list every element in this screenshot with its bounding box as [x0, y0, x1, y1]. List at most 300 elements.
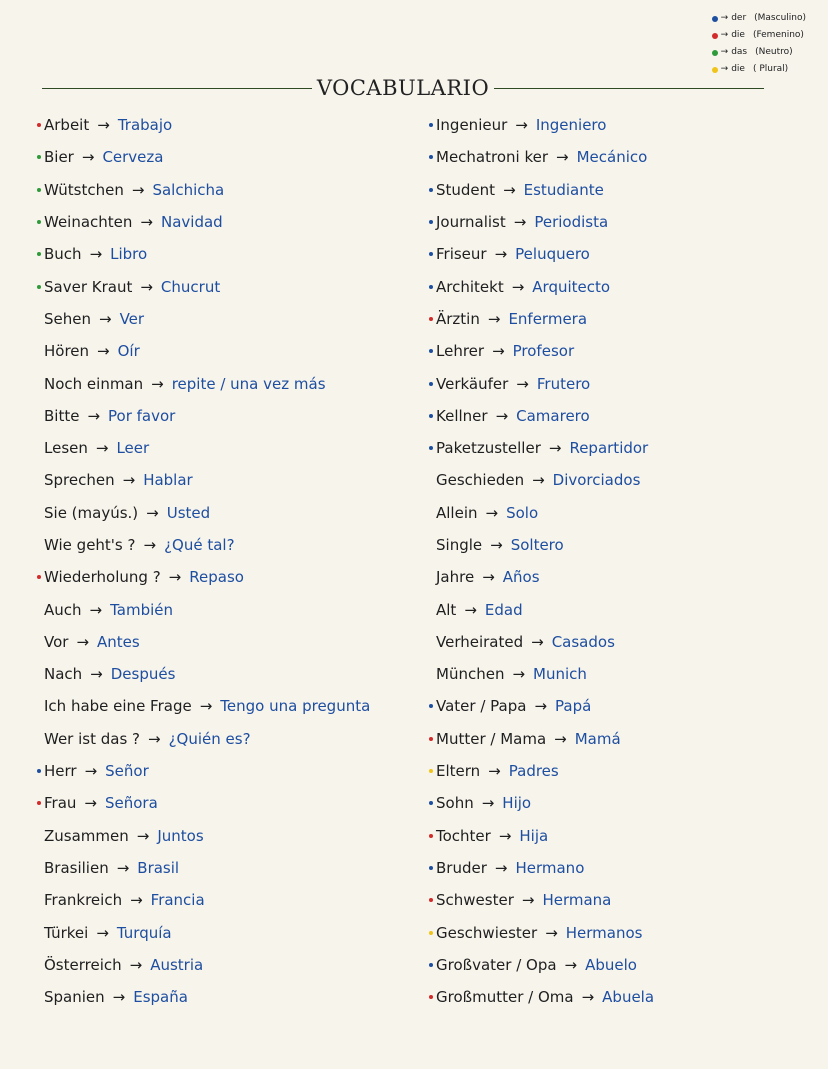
gender-dot-icon [429, 801, 433, 805]
arrow-icon: → [140, 277, 153, 296]
spanish-translation: Después [110, 665, 176, 684]
gender-bullet-icon [426, 317, 436, 321]
arrow-icon: → [143, 536, 157, 554]
german-word: Mechatroni ker [436, 148, 549, 167]
vocab-entry [34, 238, 414, 270]
arrow-icon: → [492, 342, 505, 361]
spanish-translation: Señora [104, 794, 158, 813]
arrow-icon: → [130, 891, 143, 910]
spanish-translation: repite / una vez más [171, 374, 326, 393]
spanish-translation: Papá [555, 697, 592, 716]
spanish-translation: Brasil [137, 858, 180, 877]
vocab-entry [426, 270, 816, 302]
german-word: Wer ist das ? [44, 729, 141, 748]
vocab-entry [426, 464, 816, 496]
arrow-icon: → [199, 697, 213, 716]
vocab-entry [34, 852, 414, 884]
arrow-icon: → [532, 471, 545, 490]
vocab-entry [426, 335, 816, 367]
vocab-column-left [34, 109, 414, 1013]
gender-dot-icon [37, 285, 41, 289]
german-word: Arbeit [44, 116, 90, 135]
vocab-entry [34, 303, 414, 335]
gender-dot-icon [429, 317, 433, 321]
spanish-translation: Peluquero [515, 245, 590, 264]
german-word: Architekt [436, 277, 504, 296]
gender-bullet-icon [426, 931, 436, 935]
arrow-icon: → [556, 148, 569, 167]
title-rule-right [494, 88, 764, 89]
arrow-icon: → [531, 632, 544, 651]
vocab-entry [426, 658, 816, 690]
gender-dot-icon [37, 769, 41, 773]
arrow-icon: → [545, 923, 558, 942]
gender-bullet-icon [34, 220, 44, 224]
german-word: Mutter / Mama [436, 729, 547, 748]
arrow-icon: → [96, 923, 109, 942]
spanish-translation: España [133, 988, 188, 1007]
german-word: Österreich [44, 955, 122, 974]
legend-article: der [731, 13, 747, 23]
gender-bullet-icon [34, 285, 44, 289]
spanish-translation: Años [502, 568, 540, 587]
gender-dot-icon [37, 220, 41, 224]
arrow-icon: → [140, 213, 153, 232]
german-word: Ärztin [436, 309, 480, 328]
vocab-entry [426, 529, 816, 561]
german-word: Single [436, 536, 483, 554]
gender-bullet-icon [34, 801, 44, 805]
gender-dot-icon [37, 188, 41, 192]
arrow-icon: → [131, 180, 145, 199]
german-word: Lehrer [436, 342, 485, 361]
gender-dot-icon [37, 575, 41, 579]
vocab-entry [426, 561, 816, 593]
gender-legend [712, 10, 806, 78]
spanish-translation: Ingeniero [535, 116, 607, 135]
german-word: Bruder [436, 858, 487, 877]
gender-bullet-icon [426, 252, 436, 256]
gender-bullet-icon [34, 575, 44, 579]
vocab-entry [34, 432, 414, 464]
vocab-entry [426, 109, 816, 141]
gender-dot-icon [429, 866, 433, 870]
spanish-translation: Trabajo [117, 116, 173, 135]
spanish-translation: Chucrut [160, 277, 221, 296]
gender-dot-icon [429, 123, 433, 127]
spanish-translation: Mecánico [576, 148, 648, 167]
legend-gender: (Femenino) [752, 30, 804, 40]
gender-dot-icon [429, 382, 433, 386]
german-word: Geschwiester [436, 923, 538, 942]
arrow-icon: → [81, 148, 95, 167]
vocab-entry [426, 690, 816, 722]
arrow-icon: → [151, 374, 164, 393]
german-word: Zusammen [44, 826, 129, 845]
vocab-entry [426, 174, 816, 206]
arrow-icon: → [511, 277, 525, 296]
arrow-icon: → [548, 439, 562, 458]
gender-bullet-icon [426, 446, 436, 450]
legend-arrow: → [720, 64, 729, 74]
spanish-translation: Soltero [510, 536, 564, 554]
page-title: VOCABULARIO [316, 76, 490, 100]
vocab-entry [34, 141, 414, 173]
spanish-translation: Antes [97, 632, 140, 651]
vocab-column-right [426, 109, 816, 1013]
vocab-entry [426, 787, 816, 819]
vocab-entry [34, 787, 414, 819]
vocab-entry [34, 270, 414, 302]
vocab-entry [34, 497, 414, 529]
vocab-entry [426, 916, 816, 948]
arrow-icon: → [513, 213, 527, 232]
german-word: München [436, 665, 505, 684]
vocab-entry [426, 852, 816, 884]
vocab-entry [34, 626, 414, 658]
arrow-icon: → [487, 309, 501, 328]
gender-dot-icon [37, 123, 41, 127]
spanish-translation: Divorciados [552, 471, 641, 490]
title-bar [42, 76, 764, 100]
vocab-entry [34, 561, 414, 593]
legend-color-dot-icon [712, 16, 718, 22]
gender-bullet-icon [34, 769, 44, 773]
german-word: Nach [44, 665, 83, 684]
german-word: Frankreich [44, 891, 123, 910]
german-word: Friseur [436, 245, 487, 264]
spanish-translation: Abuela [602, 988, 655, 1007]
arrow-icon: → [116, 858, 130, 877]
arrow-icon: → [515, 116, 528, 135]
arrow-icon: → [95, 439, 109, 458]
gender-dot-icon [429, 769, 433, 773]
vocab-entry [426, 400, 816, 432]
spanish-translation: Profesor [512, 342, 575, 361]
arrow-icon: → [148, 729, 161, 748]
spanish-translation: Casados [551, 632, 615, 651]
vocab-entry [34, 109, 414, 141]
vocab-entry [426, 206, 816, 238]
german-word: Geschieden [436, 471, 525, 490]
spanish-translation: Usted [166, 503, 211, 522]
german-word: Eltern [436, 762, 481, 781]
german-word: Weinachten [44, 213, 133, 232]
spanish-translation: Munich [533, 665, 587, 684]
arrow-icon: → [488, 762, 501, 781]
legend-article: das [731, 47, 748, 57]
gender-bullet-icon [426, 737, 436, 741]
arrow-icon: → [84, 762, 98, 781]
spanish-translation: Enfermera [508, 309, 588, 328]
gender-bullet-icon [426, 963, 436, 967]
vocab-entry [34, 820, 414, 852]
vocab-entry [34, 723, 414, 755]
legend-gender: (Masculino) [754, 13, 806, 23]
german-word: Bier [44, 148, 74, 167]
german-word: Student [436, 180, 496, 199]
spanish-translation: Cerveza [102, 148, 164, 167]
vocab-entry [426, 593, 816, 625]
gender-dot-icon [429, 252, 433, 256]
spanish-translation: Hermana [542, 891, 612, 910]
gender-bullet-icon [426, 801, 436, 805]
arrow-icon: → [90, 665, 103, 684]
legend-row [712, 27, 806, 44]
arrow-icon: → [97, 116, 110, 135]
vocab-entry [426, 497, 816, 529]
vocab-entry [34, 335, 414, 367]
vocab-entry [34, 916, 414, 948]
german-word: Großvater / Opa [436, 955, 557, 974]
spanish-translation: Edad [484, 600, 523, 619]
german-word: Wiederholung ? [44, 568, 161, 587]
spanish-translation: Arquitecto [532, 277, 611, 296]
spanish-translation: Tengo una pregunta [220, 697, 371, 716]
legend-color-dot-icon [712, 67, 718, 73]
spanish-translation: Hablar [143, 471, 193, 490]
arrow-icon: → [97, 342, 110, 361]
vocab-entry [34, 367, 414, 399]
gender-dot-icon [429, 995, 433, 999]
arrow-icon: → [99, 309, 112, 328]
gender-bullet-icon [426, 220, 436, 224]
gender-dot-icon [429, 349, 433, 353]
vocab-entry [426, 755, 816, 787]
arrow-icon: → [581, 988, 595, 1007]
vocab-entry [34, 400, 414, 432]
gender-dot-icon [37, 801, 41, 805]
spanish-translation: Austria [150, 955, 204, 974]
arrow-icon: → [87, 406, 101, 425]
gender-dot-icon [429, 188, 433, 192]
german-word: Wie geht's ? [44, 536, 136, 554]
legend-row [712, 10, 806, 27]
gender-dot-icon [429, 285, 433, 289]
spanish-translation: Juntos [157, 826, 204, 845]
vocab-entry [34, 174, 414, 206]
spanish-translation: Por favor [108, 406, 176, 425]
legend-row [712, 44, 806, 61]
spanish-translation: Abuelo [585, 955, 637, 974]
gender-bullet-icon [426, 123, 436, 127]
vocab-entry [34, 206, 414, 238]
vocab-entry [34, 981, 414, 1013]
german-word: Alt [436, 600, 457, 619]
legend-article: die [731, 64, 745, 74]
gender-bullet-icon [426, 188, 436, 192]
spanish-translation: Leer [116, 439, 150, 458]
vocab-entry [426, 820, 816, 852]
arrow-icon: → [136, 826, 150, 845]
arrow-icon: → [464, 600, 477, 619]
vocab-entry [34, 593, 414, 625]
german-word: Saver Kraut [44, 277, 133, 296]
arrow-icon: → [564, 955, 578, 974]
spanish-translation: Solo [506, 503, 539, 522]
gender-dot-icon [429, 414, 433, 418]
spanish-translation: Libro [110, 245, 148, 264]
vocab-entry [426, 626, 816, 658]
gender-bullet-icon [34, 155, 44, 159]
arrow-icon: → [89, 245, 103, 264]
arrow-icon: → [89, 600, 103, 619]
spanish-translation: Hermanos [565, 923, 643, 942]
arrow-icon: → [512, 665, 526, 684]
gender-dot-icon [37, 155, 41, 159]
arrow-icon: → [554, 729, 567, 748]
legend-color-dot-icon [712, 33, 718, 39]
arrow-icon: → [494, 858, 508, 877]
gender-dot-icon [429, 834, 433, 838]
german-word: Verheirated [436, 632, 524, 651]
german-word: Wütstchen [44, 180, 124, 199]
gender-bullet-icon [34, 252, 44, 256]
arrow-icon: → [516, 374, 529, 393]
german-word: Ingenieur [436, 116, 508, 135]
spanish-translation: Padres [508, 762, 559, 781]
german-word: Lesen [44, 439, 88, 458]
spanish-translation: Repartidor [569, 439, 649, 458]
gender-bullet-icon [426, 414, 436, 418]
vocab-entry [426, 238, 816, 270]
spanish-translation: Ver [119, 309, 145, 328]
spanish-translation: Repaso [189, 568, 244, 587]
vocab-entry [426, 303, 816, 335]
german-word: Hören [44, 342, 90, 361]
gender-dot-icon [429, 737, 433, 741]
german-word: Schwester [436, 891, 514, 910]
spanish-translation: Camarero [516, 406, 590, 425]
spanish-translation: Estudiante [523, 180, 604, 199]
german-word: Brasilien [44, 858, 109, 877]
vocab-entry [34, 949, 414, 981]
legend-arrow: → [720, 30, 729, 40]
arrow-icon: → [122, 471, 136, 490]
arrow-icon: → [482, 568, 495, 587]
german-word: Allein [436, 503, 478, 522]
spanish-translation: Hermano [515, 858, 585, 877]
spanish-translation: Periodista [534, 213, 609, 232]
arrow-icon: → [498, 826, 512, 845]
german-word: Tochter [436, 826, 491, 845]
gender-bullet-icon [34, 188, 44, 192]
arrow-icon: → [485, 503, 499, 522]
arrow-icon: → [129, 955, 143, 974]
german-word: Verkäufer [436, 374, 509, 393]
legend-color-dot-icon [712, 50, 718, 56]
arrow-icon: → [112, 988, 126, 1007]
gender-dot-icon [37, 252, 41, 256]
spanish-translation: Señor [105, 762, 149, 781]
vocab-entry [34, 690, 414, 722]
arrow-icon: → [490, 536, 503, 554]
gender-bullet-icon [426, 834, 436, 838]
gender-bullet-icon [426, 995, 436, 999]
arrow-icon: → [146, 503, 159, 522]
spanish-translation: Hija [519, 826, 549, 845]
german-word: Noch einman [44, 374, 144, 393]
arrow-icon: → [503, 180, 516, 199]
spanish-translation: Oír [117, 342, 140, 361]
arrow-icon: → [494, 245, 508, 264]
vocab-entry [34, 464, 414, 496]
german-word: Vor [44, 632, 69, 651]
vocab-entry [426, 723, 816, 755]
arrow-icon: → [534, 697, 548, 716]
german-word: Sie (mayús.) [44, 503, 139, 522]
gender-dot-icon [429, 220, 433, 224]
gender-bullet-icon [426, 382, 436, 386]
arrow-icon: → [521, 891, 535, 910]
legend-gender: (Neutro) [755, 47, 793, 57]
german-word: Frau [44, 794, 77, 813]
spanish-translation: Hijo [502, 794, 532, 813]
legend-article: die [731, 30, 745, 40]
vocab-entry [426, 981, 816, 1013]
vocab-entry [426, 884, 816, 916]
gender-bullet-icon [426, 866, 436, 870]
spanish-translation: También [110, 600, 174, 619]
german-word: Großmutter / Oma [436, 988, 574, 1007]
gender-dot-icon [429, 963, 433, 967]
legend-arrow: → [720, 13, 729, 23]
gender-dot-icon [429, 898, 433, 902]
vocab-entry [34, 529, 414, 561]
gender-bullet-icon [426, 285, 436, 289]
gender-bullet-icon [426, 704, 436, 708]
gender-dot-icon [429, 446, 433, 450]
gender-bullet-icon [426, 349, 436, 353]
gender-dot-icon [429, 155, 433, 159]
german-word: Vater / Papa [436, 697, 527, 716]
arrow-icon: → [76, 632, 90, 651]
spanish-translation: Francia [150, 891, 205, 910]
legend-gender: ( Plural) [752, 64, 789, 74]
arrow-icon: → [481, 794, 495, 813]
spanish-translation: Turquía [116, 923, 172, 942]
german-word: Sehen [44, 309, 91, 328]
german-word: Journalist [436, 213, 506, 232]
spanish-translation: ¿Qué tal? [164, 536, 235, 554]
german-word: Spanien [44, 988, 105, 1007]
german-word: Paketzusteller [436, 439, 541, 458]
german-word: Jahre [436, 568, 475, 587]
vocab-entry [34, 658, 414, 690]
spanish-translation: Frutero [536, 374, 591, 393]
vocab-entry [426, 949, 816, 981]
gender-dot-icon [429, 931, 433, 935]
german-word: Herr [44, 762, 77, 781]
gender-bullet-icon [34, 123, 44, 127]
german-word: Auch [44, 600, 82, 619]
spanish-translation: ¿Quién es? [168, 729, 251, 748]
vocab-entry [34, 884, 414, 916]
vocab-entry [34, 755, 414, 787]
arrow-icon: → [168, 568, 182, 587]
arrow-icon: → [495, 406, 509, 425]
spanish-translation: Navidad [161, 213, 223, 232]
vocab-entry [426, 141, 816, 173]
german-word: Ich habe eine Frage [44, 697, 192, 716]
gender-dot-icon [429, 704, 433, 708]
spanish-translation: Mamá [574, 729, 621, 748]
gender-bullet-icon [426, 769, 436, 773]
gender-bullet-icon [426, 898, 436, 902]
vocab-entry [426, 367, 816, 399]
spanish-translation: Salchicha [152, 180, 225, 199]
title-rule-left [42, 88, 312, 89]
